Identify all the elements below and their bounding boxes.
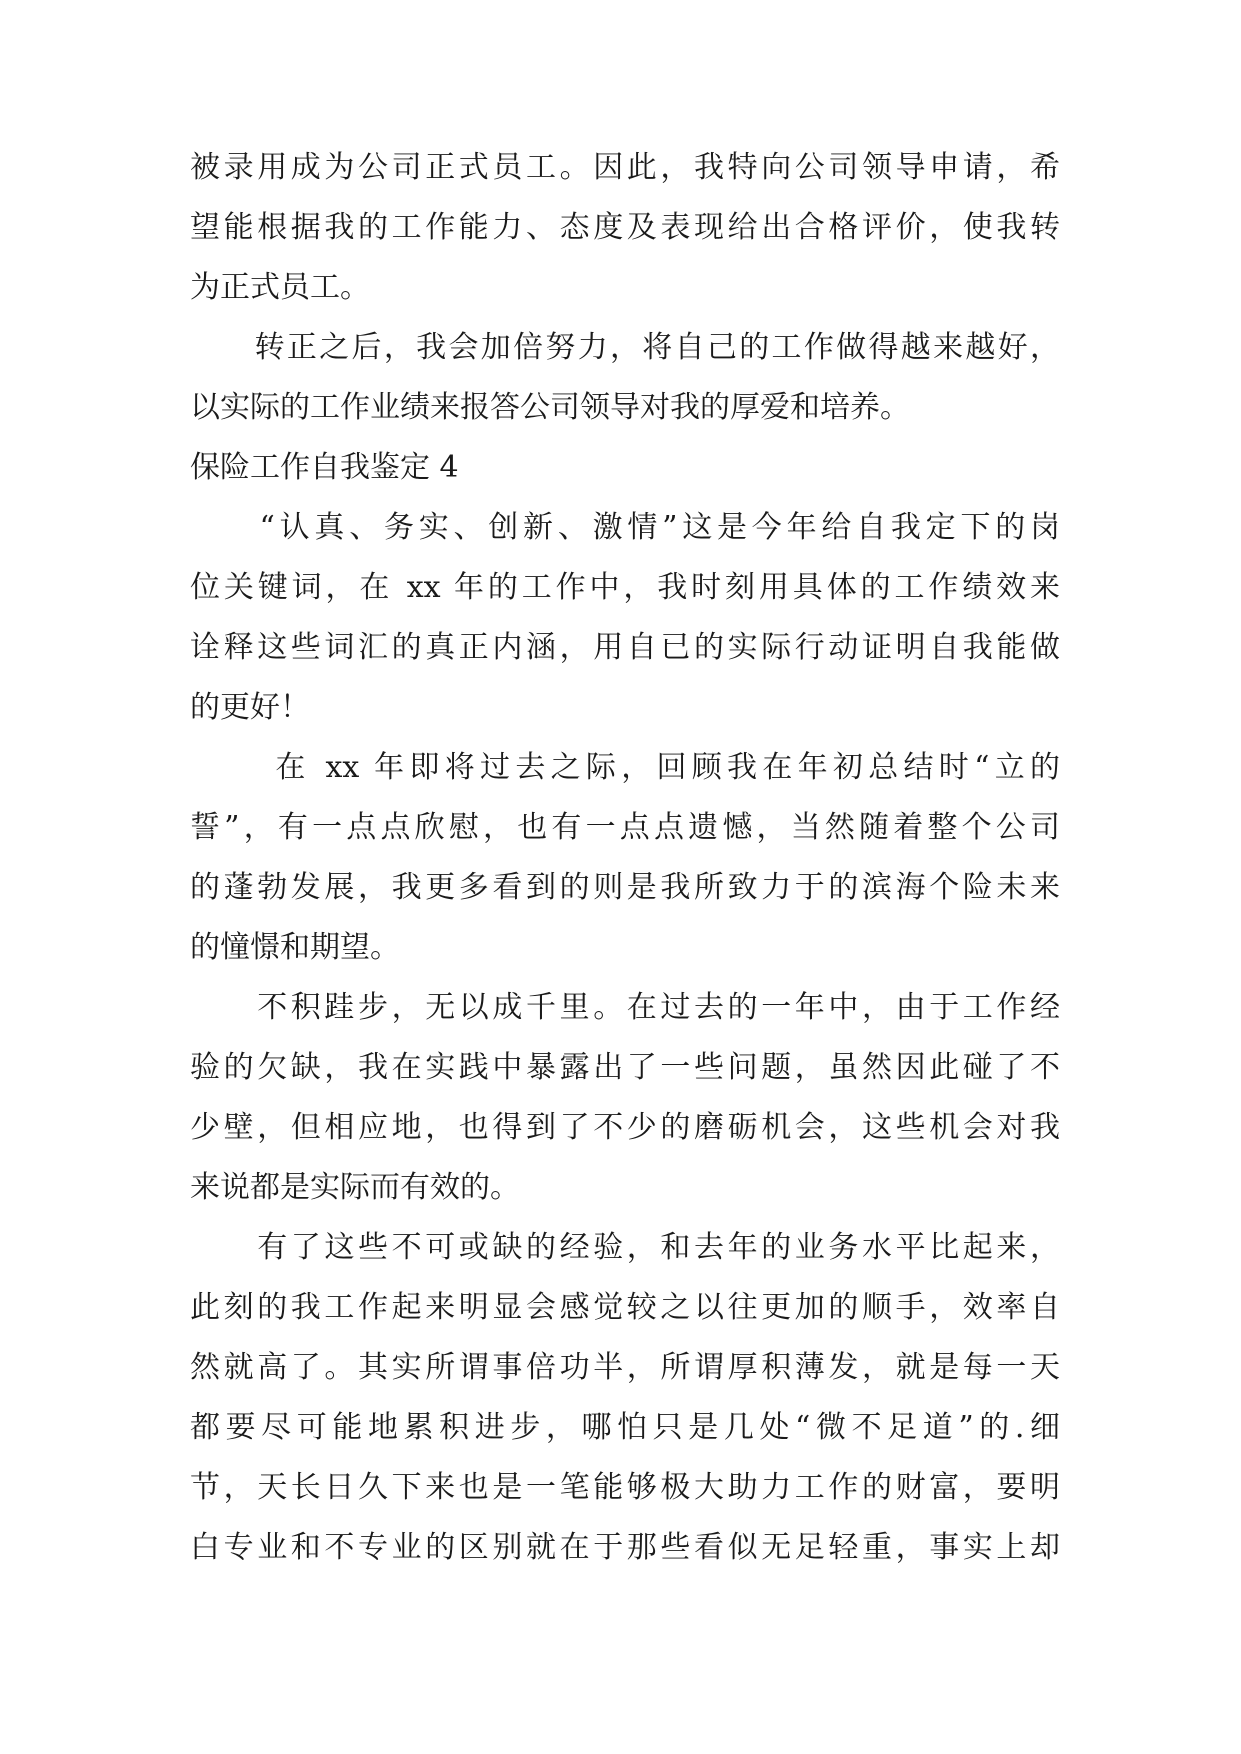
text-line: “认真、务实、创新、激情”这是今年给自我定下的岗 [190, 510, 1060, 545]
text-line: 的憧憬和期望。 [190, 930, 400, 965]
text-line: 以实际的工作业绩来报答公司领导对我的厚爱和培养。 [190, 390, 910, 425]
text-line: 转正之后，我会加倍努力，将自己的工作做得越来越好， [190, 330, 1060, 365]
text-line: 少壁，但相应地，也得到了不少的磨砺机会，这些机会对我 [190, 1110, 1060, 1145]
text-line: 誓”，有一点点欣慰，也有一点点遗憾，当然随着整个公司 [190, 810, 1060, 845]
text-line: 节，天长日久下来也是一笔能够极大助力工作的财富，要明 [190, 1470, 1060, 1505]
text-line: 来说都是实际而有效的。 [190, 1170, 520, 1205]
text-line: 被录用成为公司正式员工。因此，我特向公司领导申请，希 [190, 150, 1060, 185]
text-line: 望能根据我的工作能力、态度及表现给出合格评价，使我转 [190, 210, 1060, 245]
text-line: 诠释这些词汇的真正内涵，用自已的实际行动证明自我能做 [190, 630, 1060, 665]
text-line: 位关键词，在 xx 年的工作中，我时刻用具体的工作绩效来 [190, 570, 1060, 605]
text-line: 在 xx 年即将过去之际，回顾我在年初总结时“立的 [190, 750, 1060, 785]
text-line: 为正式员工。 [190, 270, 370, 305]
section-heading: 保险工作自我鉴定 4 [190, 450, 459, 485]
text-line: 白专业和不专业的区别就在于那些看似无足轻重，事实上却 [190, 1530, 1060, 1565]
text-line: 此刻的我工作起来明显会感觉较之以往更加的顺手，效率自 [190, 1290, 1060, 1325]
text-line: 然就高了。其实所谓事倍功半，所谓厚积薄发，就是每一天 [190, 1350, 1060, 1385]
text-line: 的更好！ [190, 690, 310, 725]
text-line: 有了这些不可或缺的经验，和去年的业务水平比起来， [190, 1230, 1060, 1265]
text-line: 不积跬步，无以成千里。在过去的一年中，由于工作经 [190, 990, 1060, 1025]
text-line: 验的欠缺，我在实践中暴露出了一些问题，虽然因此碰了不 [190, 1050, 1060, 1085]
text-line: 的蓬勃发展，我更多看到的则是我所致力于的滨海个险未来 [190, 870, 1060, 905]
text-line: 都要尽可能地累积进步，哪怕只是几处“微不足道”的.细 [190, 1410, 1060, 1445]
